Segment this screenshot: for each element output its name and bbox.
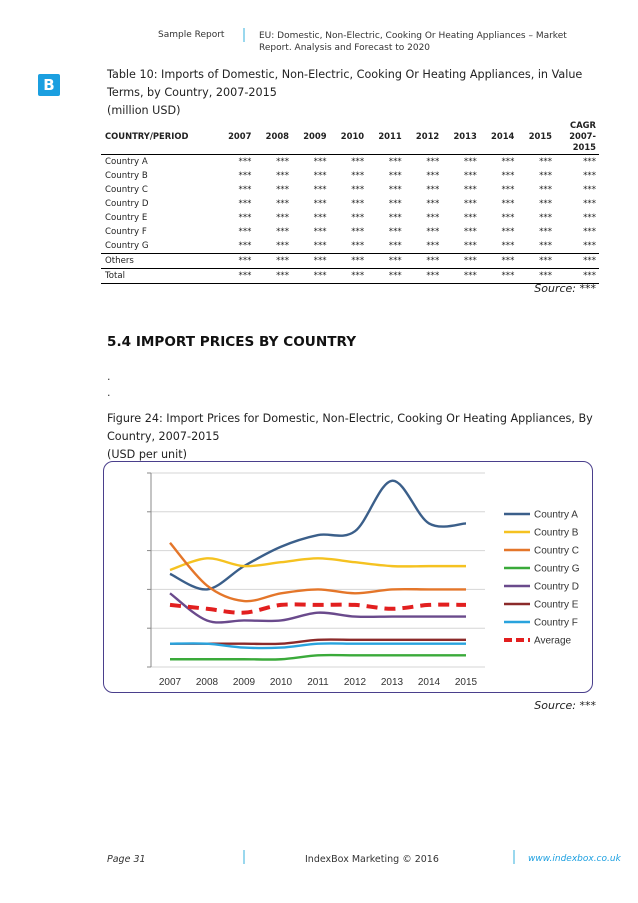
table-row: [101, 211, 599, 225]
table-cell: ***: [276, 241, 289, 251]
x-tick-label: 2010: [269, 677, 293, 688]
header-divider: [243, 28, 245, 42]
col-header-year: 2011: [367, 118, 405, 155]
table-row: [101, 169, 599, 183]
table-cell: ***: [501, 185, 515, 195]
legend-label-country-e: Country E: [534, 599, 579, 611]
table-row: [101, 239, 599, 254]
table-cell: ***: [388, 185, 402, 195]
table-cell: ***: [330, 269, 368, 284]
table-cell: ***: [517, 269, 555, 284]
row-label: Country A: [105, 157, 148, 167]
imports-table: [101, 118, 599, 284]
table-cell: ***: [254, 269, 292, 284]
table-cell: ***: [351, 157, 365, 167]
row-label: Country B: [105, 171, 148, 181]
table-cell: ***: [292, 269, 330, 284]
header-report-title: EU: Domestic, Non-Electric, Cooking Or Heating Appliances – Market Report. Analysis and Forecast to 2020: [259, 31, 567, 53]
footer-divider: [513, 850, 515, 864]
table-cell: ***: [539, 213, 552, 223]
table-cell: ***: [463, 241, 477, 251]
table-cell: ***: [501, 199, 515, 209]
placeholder-dot: .: [107, 370, 111, 383]
table-cell: ***: [517, 254, 555, 269]
table-cell: ***: [313, 213, 327, 223]
table-cell: ***: [330, 254, 368, 269]
table-cell: ***: [351, 185, 365, 195]
placeholder-dot: .: [107, 386, 111, 399]
table-cell: ***: [313, 157, 327, 167]
table-cell: ***: [463, 171, 477, 181]
col-header-year: 2008: [254, 118, 292, 155]
table-cell: ***: [276, 199, 289, 209]
table-cell: ***: [442, 254, 480, 269]
table-cell: ***: [313, 171, 327, 181]
table-cell: ***: [463, 157, 477, 167]
table-cell: ***: [426, 199, 440, 209]
x-tick-label: 2007: [158, 677, 182, 688]
table-cell: ***: [351, 199, 365, 209]
figure-caption-line-2: Country, 2007-2015: [107, 430, 220, 443]
table-caption: [107, 66, 597, 120]
table-cell: ***: [276, 213, 289, 223]
table-cell: ***: [388, 199, 402, 209]
table-cell: ***: [480, 254, 518, 269]
table-cell: ***: [238, 227, 252, 237]
legend-label-average: Average: [534, 635, 572, 647]
table-cell: ***: [292, 254, 330, 269]
series-line-country-g: [170, 655, 466, 659]
series-line-country-c: [170, 543, 466, 601]
table-cell: ***: [276, 227, 289, 237]
table-cell: ***: [501, 241, 515, 251]
series-line-country-a: [170, 481, 466, 590]
table-cell: ***: [238, 185, 252, 195]
x-tick-label: 2012: [343, 677, 367, 688]
table-cell: ***: [388, 171, 402, 181]
figure-source: Source: ***: [534, 699, 596, 712]
table-cell: ***: [583, 171, 596, 181]
x-tick-label: 2008: [195, 677, 219, 688]
table-row: [101, 155, 599, 170]
table-cell: ***: [351, 213, 365, 223]
table-cell: ***: [583, 241, 596, 251]
table-cell: ***: [351, 171, 365, 181]
table-cell: ***: [276, 185, 289, 195]
table-cell: ***: [238, 157, 252, 167]
footer-website-link[interactable]: www.indexbox.co.uk: [528, 854, 621, 864]
col-header-year: 2012: [405, 118, 443, 155]
table-cell: ***: [583, 199, 596, 209]
table-cell: ***: [555, 254, 599, 269]
row-label: Country F: [105, 227, 147, 237]
table-row: [101, 269, 599, 284]
table-caption-line-2: Terms, by Country, 2007-2015: [107, 86, 277, 99]
table-cell: ***: [463, 185, 477, 195]
table-row: [101, 183, 599, 197]
table-cell: ***: [501, 213, 515, 223]
footer-divider: [243, 850, 245, 864]
imports-table-header-row: [101, 118, 599, 155]
col-header-year: 2013: [442, 118, 480, 155]
table-cell: ***: [501, 157, 515, 167]
table-caption-line-1: Table 10: Imports of Domestic, Non-Electric, Cooking Or Heating Appliances, in Value: [107, 68, 583, 81]
col-header-year: 2009: [292, 118, 330, 155]
table-cell: ***: [351, 241, 365, 251]
table-cell: ***: [313, 241, 327, 251]
table-cell: ***: [501, 227, 515, 237]
table-cell: ***: [583, 157, 596, 167]
table-cell: ***: [501, 171, 515, 181]
col-header-year: 2007: [217, 118, 255, 155]
series-line-country-b: [170, 558, 466, 570]
x-tick-label: 2014: [417, 677, 441, 688]
figure-caption-line-1: Figure 24: Import Prices for Domestic, Non-Electric, Cooking Or Heating Appliances, By: [107, 412, 593, 425]
row-label: Total: [101, 269, 217, 284]
footer-page-number: Page 31: [107, 854, 146, 865]
col-header-year: 2010: [330, 118, 368, 155]
figure-caption-line-3: (USD per unit): [107, 448, 188, 461]
table-cell: ***: [313, 199, 327, 209]
table-cell: ***: [539, 157, 552, 167]
x-tick-label: 2011: [307, 677, 329, 688]
x-tick-label: 2009: [232, 677, 256, 688]
table-cell: ***: [426, 227, 440, 237]
table-cell: ***: [276, 171, 289, 181]
table-cell: ***: [405, 254, 443, 269]
table-cell: ***: [539, 171, 552, 181]
table-cell: ***: [388, 227, 402, 237]
table-cell: ***: [555, 269, 599, 284]
table-row: [101, 197, 599, 211]
table-cell: ***: [238, 171, 252, 181]
x-tick-label: 2015: [454, 677, 478, 688]
table-row: [101, 254, 599, 269]
table-cell: ***: [254, 254, 292, 269]
table-cell: ***: [539, 241, 552, 251]
section-heading: 5.4 IMPORT PRICES BY COUNTRY: [107, 334, 357, 350]
table-cell: ***: [463, 199, 477, 209]
col-header-year: 2015: [517, 118, 555, 155]
table-cell: ***: [539, 199, 552, 209]
table-cell: ***: [388, 213, 402, 223]
legend-label-country-c: Country C: [534, 545, 580, 557]
table-cell: ***: [388, 157, 402, 167]
table-cell: ***: [217, 269, 255, 284]
legend-label-country-d: Country D: [534, 581, 580, 593]
table-cell: ***: [313, 185, 327, 195]
table-caption-line-3: (million USD): [107, 104, 181, 117]
table-cell: ***: [426, 171, 440, 181]
table-cell: ***: [539, 185, 552, 195]
table-cell: ***: [583, 213, 596, 223]
series-line-country-f: [170, 643, 466, 648]
table-cell: ***: [463, 227, 477, 237]
table-cell: ***: [217, 254, 255, 269]
table-source: Source: ***: [534, 282, 596, 295]
row-label: Others: [101, 254, 217, 269]
table-cell: ***: [276, 157, 289, 167]
table-cell: ***: [583, 185, 596, 195]
table-cell: ***: [480, 269, 518, 284]
table-cell: ***: [238, 213, 252, 223]
col-header-cagr: CAGR 2007-2015: [555, 118, 599, 155]
legend-label-country-a: Country A: [534, 509, 578, 521]
table-cell: ***: [539, 227, 552, 237]
table-cell: ***: [388, 241, 402, 251]
header-report-type: Sample Report: [158, 30, 225, 40]
table-cell: ***: [426, 185, 440, 195]
table-cell: ***: [238, 241, 252, 251]
figure-caption: [107, 410, 597, 464]
row-label: Country D: [105, 199, 149, 209]
table-cell: ***: [426, 241, 440, 251]
table-cell: ***: [463, 213, 477, 223]
table-cell: ***: [442, 269, 480, 284]
legend-label-country-g: Country G: [534, 563, 580, 575]
table-cell: ***: [405, 269, 443, 284]
col-header-year: 2014: [480, 118, 518, 155]
table-cell: ***: [367, 254, 405, 269]
footer-copyright: IndexBox Marketing © 2016: [305, 854, 439, 865]
table-cell: ***: [367, 269, 405, 284]
table-row: [101, 225, 599, 239]
legend-label-country-f: Country F: [534, 617, 578, 629]
table-cell: ***: [313, 227, 327, 237]
table-cell: ***: [351, 227, 365, 237]
row-label: Country C: [105, 185, 148, 195]
col-header-country: COUNTRY/PERIOD: [101, 118, 217, 155]
import-prices-chart: [103, 461, 593, 693]
legend-label-country-b: Country B: [534, 527, 579, 539]
table-cell: ***: [583, 227, 596, 237]
x-tick-label: 2013: [380, 677, 404, 688]
row-label: Country G: [105, 241, 149, 251]
indexbox-logo: B: [38, 74, 60, 96]
table-cell: ***: [238, 199, 252, 209]
row-label: Country E: [105, 213, 148, 223]
table-cell: ***: [426, 157, 440, 167]
table-cell: ***: [426, 213, 440, 223]
